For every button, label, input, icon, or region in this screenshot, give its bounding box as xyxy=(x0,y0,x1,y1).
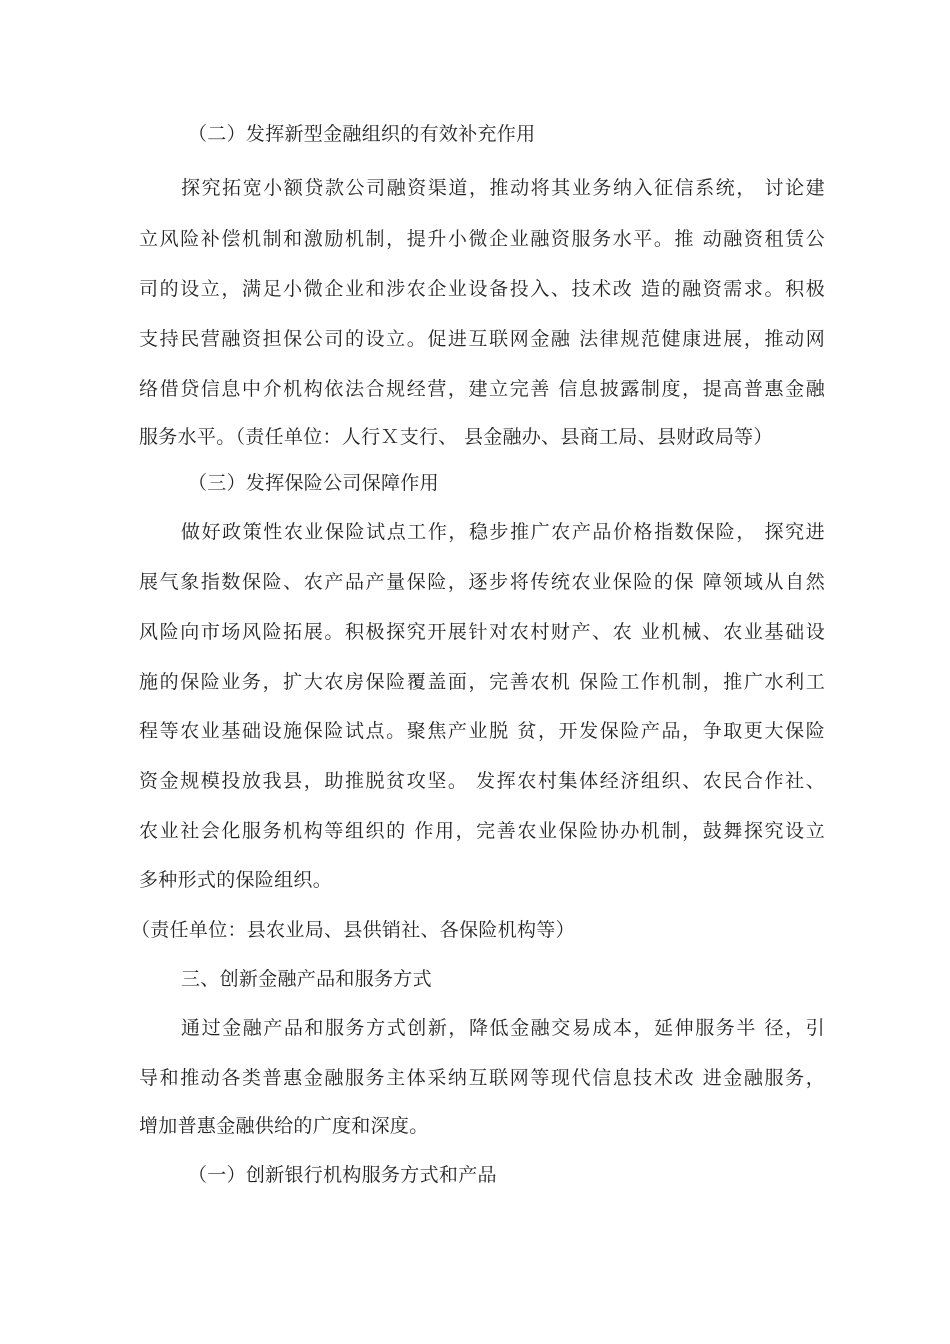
section-heading: （一）创新银行机构服务方式和产品 xyxy=(188,1164,497,1186)
paragraph-line: 资金规模投放我县，助推脱贫攻坚。 发挥农村集体经济组织、农民合作社、 xyxy=(139,770,825,792)
paragraph-line: 通过金融产品和服务方式创新，降低金融交易成本，延伸服务半 径，引 xyxy=(181,1017,825,1039)
section-heading: （三）发挥保险公司保障作用 xyxy=(188,472,439,494)
paragraph-line: 支持民营融资担保公司的设立。促进互联网金融 法律规范健康进展，推动网 xyxy=(139,328,825,350)
paragraph-line: 司的设立，满足小微企业和涉农企业设备投入、技术改 造的融资需求。积极 xyxy=(139,278,825,300)
paragraph-line: 多种形式的保险组织。 xyxy=(139,869,333,891)
paragraph-line: 探究拓宽小额贷款公司融资渠道，推动将其业务纳入征信系统， 讨论建 xyxy=(181,177,825,199)
section-heading: （二）发挥新型金融组织的有效补充作用 xyxy=(188,123,536,145)
paragraph-line: 增加普惠金融供给的广度和深度。 xyxy=(139,1115,429,1137)
paragraph-line: 立风险补偿机制和激励机制，提升小微企业融资服务水平。推 动融资租赁公 xyxy=(139,228,825,250)
paragraph-line: 展气象指数保险、农产品产量保险，逐步将传统农业保险的保 障领域从自然 xyxy=(139,571,825,593)
section-heading: 三、创新金融产品和服务方式 xyxy=(181,968,432,990)
paragraph-line: 农业社会化服务机构等组织的 作用，完善农业保险协办机制，鼓舞探究设立 xyxy=(139,820,825,842)
paragraph-line: 风险向市场风险拓展。积极探究开展针对农村财产、农 业机械、农业基础设 xyxy=(139,621,825,643)
responsibility-note: （责任单位：县农业局、县供销社、各保险机构等） xyxy=(131,919,575,941)
paragraph-line: 施的保险业务，扩大农房保险覆盖面，完善农机 保险工作机制，推广水利工 xyxy=(139,671,825,693)
paragraph-line: 做好政策性农业保险试点工作，稳步推广农产品价格指数保险， 探究进 xyxy=(181,521,825,543)
paragraph-line: 络借贷信息中介机构依法合规经营，建立完善 信息披露制度，提高普惠金融 xyxy=(139,378,825,400)
paragraph-line: 导和推动各类普惠金融服务主体采纳互联网等现代信息技术改 进金融服务， xyxy=(139,1067,825,1089)
paragraph-line: 程等农业基础设施保险试点。聚焦产业脱 贫，开发保险产品，争取更大保险 xyxy=(139,720,825,742)
paragraph-line: 服务水平。（责任单位：人行Ｘ支行、 县金融办、县商工局、县财政局等） xyxy=(139,426,773,448)
